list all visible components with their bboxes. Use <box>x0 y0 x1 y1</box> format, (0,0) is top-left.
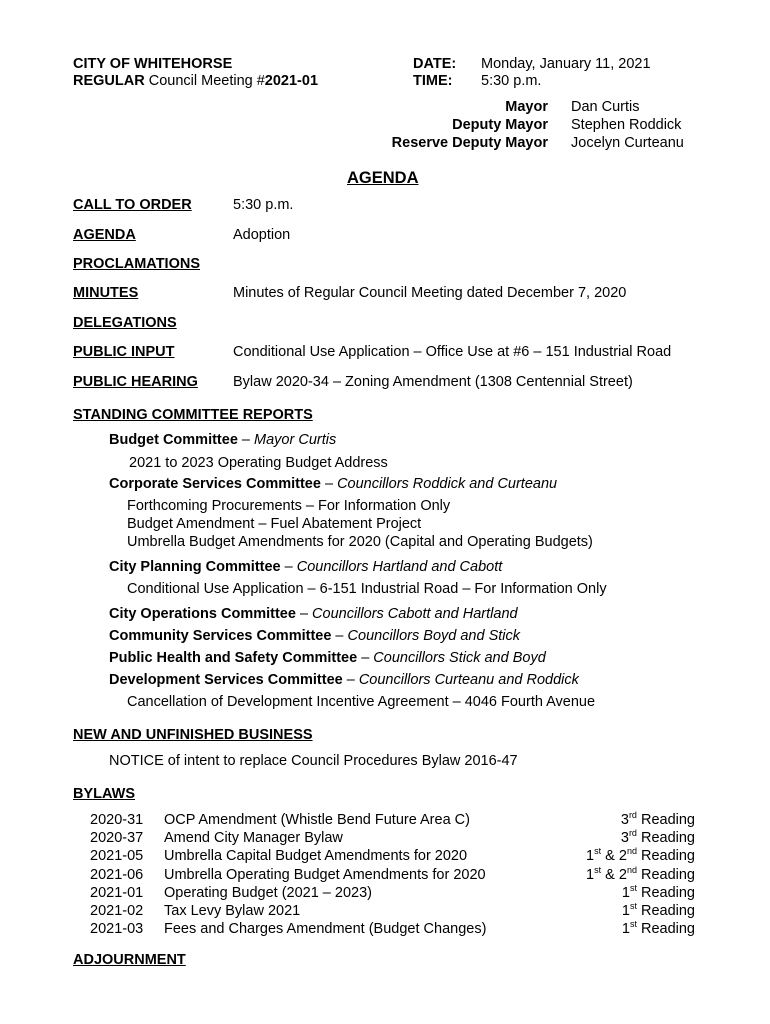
bylaw-number: 2020-37 <box>90 830 144 846</box>
new-business-heading: NEW AND UNFINISHED BUSINESS <box>73 727 313 743</box>
committee-name: City Operations Committee <box>109 606 296 622</box>
bylaw-number: 2021-06 <box>90 867 144 883</box>
meeting-mid: Council Meeting # <box>144 73 265 89</box>
agenda-title: AGENDA <box>347 169 419 187</box>
committee-members: Councillors Hartland and Cabott <box>296 559 503 575</box>
committee-name: Corporate Services Committee <box>109 476 321 492</box>
bylaw-description: Umbrella Operating Budget Amendments for 2020 <box>164 867 486 883</box>
item-label-public-hearing: PUBLIC HEARING <box>73 374 198 390</box>
bylaw-number: 2021-01 <box>90 885 144 901</box>
committee-name: Budget Committee <box>109 432 238 448</box>
reading-word: Reading <box>636 830 695 846</box>
committee-sub: Umbrella Budget Amendments for 2020 (Capital and Operating Budgets) <box>127 534 593 550</box>
committee-members: Councillors Cabott and Hartland <box>312 606 518 622</box>
reading-s2: nd <box>626 865 637 876</box>
item-value-agenda: Adoption <box>233 227 291 243</box>
bylaws-heading: BYLAWS <box>73 786 136 802</box>
reading-s1: rd <box>628 810 637 821</box>
committee-corporate <box>109 476 557 492</box>
official-name-deputy: Stephen Roddick <box>571 117 682 133</box>
bylaw-reading <box>621 812 695 828</box>
item-label-agenda: AGENDA <box>73 227 136 243</box>
item-value-call-to-order: 5:30 p.m. <box>233 197 294 213</box>
official-role-deputy: Deputy Mayor <box>452 117 548 133</box>
committee-name: Development Services Committee <box>109 672 343 688</box>
bylaw-description: Tax Levy Bylaw 2021 <box>164 903 301 919</box>
reading-word: Reading <box>636 903 695 919</box>
meeting-number: 2021-01 <box>264 73 319 89</box>
committee-budget <box>109 432 336 448</box>
bylaw-reading <box>622 885 695 901</box>
reading-r1: 1 <box>586 848 595 864</box>
meeting-type: REGULAR <box>73 73 145 89</box>
time-label: TIME: <box>413 73 453 89</box>
item-value-public-hearing: Bylaw 2020-34 – Zoning Amendment (1308 Centennial Street) <box>233 374 633 390</box>
official-name-reserve: Jocelyn Curteanu <box>571 135 684 151</box>
dash: – <box>357 650 374 666</box>
adjournment: ADJOURNMENT <box>73 952 186 968</box>
committee-members: Councillors Stick and Boyd <box>373 650 546 666</box>
date-label: DATE: <box>413 56 457 72</box>
committee-sub: Cancellation of Development Incentive Agreement – 4046 Fourth Avenue <box>127 694 596 710</box>
dash: – <box>237 432 255 448</box>
bylaw-reading <box>586 848 695 864</box>
reading-s1: rd <box>628 828 637 839</box>
official-role-mayor: Mayor <box>505 99 548 115</box>
reading-r2: 2 <box>618 867 627 883</box>
official-name-mayor: Dan Curtis <box>571 99 640 115</box>
committee-members: Councillors Curteanu and Roddick <box>358 672 579 688</box>
item-label-proclamations: PROCLAMATIONS <box>73 256 201 272</box>
committee-community <box>109 628 520 644</box>
bylaw-number: 2021-05 <box>90 848 144 864</box>
bylaw-reading <box>586 867 695 883</box>
reading-word: Reading <box>636 848 695 864</box>
standing-heading: STANDING COMMITTEE REPORTS <box>73 407 313 423</box>
reading-r2: 2 <box>618 848 627 864</box>
reading-s1: st <box>594 865 602 876</box>
committee-development <box>109 672 579 688</box>
bylaw-number: 2020-31 <box>90 812 144 828</box>
reading-amp: & <box>601 867 619 883</box>
reading-r1: 3 <box>620 830 629 846</box>
committee-planning <box>109 559 502 575</box>
item-value-public-input: Conditional Use Application – Office Use at #6 – 151 Industrial Road <box>233 344 672 360</box>
time-value: 5:30 p.m. <box>481 73 542 89</box>
reading-r1: 1 <box>621 921 630 937</box>
bylaw-description: Umbrella Capital Budget Amendments for 2020 <box>164 848 468 864</box>
reading-s1: st <box>629 883 637 894</box>
reading-word: Reading <box>636 812 695 828</box>
bylaw-description: Amend City Manager Bylaw <box>164 830 343 846</box>
city-name: CITY OF WHITEHORSE <box>73 56 233 72</box>
committee-name: Community Services Committee <box>109 628 332 644</box>
bylaw-description: Operating Budget (2021 – 2023) <box>164 885 372 901</box>
dash: – <box>320 476 338 492</box>
committee-sub: Budget Amendment – Fuel Abatement Project <box>127 516 422 532</box>
committee-members: Councillors Boyd and Stick <box>347 628 521 644</box>
reading-s2: nd <box>626 846 637 857</box>
bylaw-number: 2021-02 <box>90 903 144 919</box>
item-label-minutes: MINUTES <box>73 285 139 301</box>
dash: – <box>342 672 359 688</box>
reading-word: Reading <box>636 867 695 883</box>
committee-health <box>109 650 546 666</box>
reading-s1: st <box>629 919 637 930</box>
new-business-text: NOTICE of intent to replace Council Procedures Bylaw 2016-47 <box>109 753 518 769</box>
reading-r1: 1 <box>621 903 630 919</box>
reading-r1: 1 <box>586 867 595 883</box>
reading-s1: st <box>629 901 637 912</box>
official-role-reserve: Reserve Deputy Mayor <box>391 135 548 151</box>
bylaw-reading <box>621 830 695 846</box>
committee-name: Public Health and Safety Committee <box>109 650 358 666</box>
reading-r1: 1 <box>621 885 630 901</box>
item-value-minutes: Minutes of Regular Council Meeting dated December 7, 2020 <box>233 285 627 301</box>
meeting-title <box>73 73 318 89</box>
bylaw-reading <box>622 903 695 919</box>
committee-members: Councillors Roddick and Curteanu <box>337 476 558 492</box>
dash: – <box>331 628 348 644</box>
reading-r1: 3 <box>620 812 629 828</box>
committee-sub: 2021 to 2023 Operating Budget Address <box>129 455 388 471</box>
dash: – <box>280 559 297 575</box>
committee-sub: Forthcoming Procurements – For Information Only <box>127 498 451 514</box>
bylaw-description: OCP Amendment (Whistle Bend Future Area C) <box>164 812 470 828</box>
committee-name: City Planning Committee <box>109 559 281 575</box>
bylaw-number: 2021-03 <box>90 921 144 937</box>
committee-operations <box>109 606 518 622</box>
reading-s1: st <box>594 846 602 857</box>
committee-sub: Conditional Use Application – 6-151 Industrial Road – For Information Only <box>127 581 607 597</box>
item-label-public-input: PUBLIC INPUT <box>73 344 175 360</box>
item-label-call-to-order: CALL TO ORDER <box>73 197 192 213</box>
committee-members: Mayor Curtis <box>254 432 337 448</box>
date-value: Monday, January 11, 2021 <box>481 56 651 72</box>
reading-word: Reading <box>636 921 695 937</box>
reading-word: Reading <box>636 885 695 901</box>
reading-amp: & <box>601 848 619 864</box>
bylaw-reading <box>622 921 695 937</box>
item-label-delegations: DELEGATIONS <box>73 315 177 331</box>
dash: – <box>295 606 313 622</box>
bylaw-description: Fees and Charges Amendment (Budget Changes) <box>164 921 487 937</box>
